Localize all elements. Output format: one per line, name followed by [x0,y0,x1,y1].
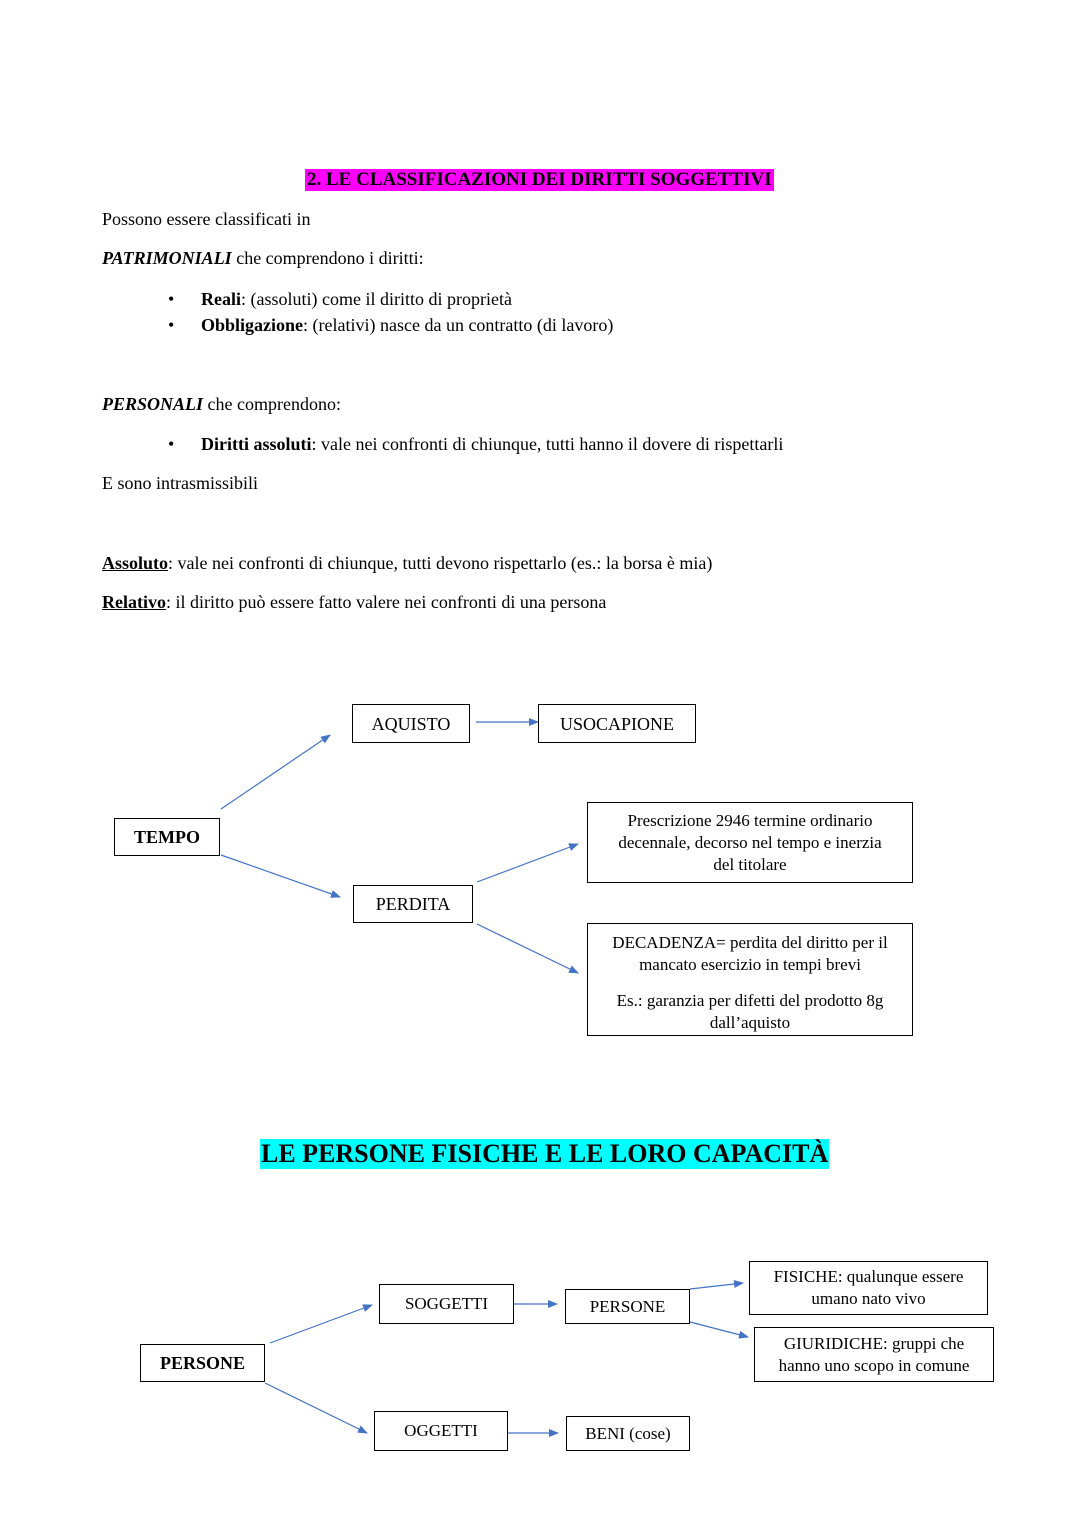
patrimoniali-text: che comprendono i diritti: [231,248,424,268]
arrow-tempo-aquisto [221,735,330,809]
personali-text: che comprendono: [203,394,341,414]
relativo-term: Relativo [102,592,166,612]
box-aquisto: AQUISTO [352,704,470,743]
esempio-line: dall’aquisto [709,1013,791,1032]
arrow-persone-giuridiche [690,1322,748,1337]
patrimoniali-term: PATRIMONIALI [102,248,232,268]
esempio-line: Es.: garanzia per difetti del prodotto 8g [616,991,884,1010]
item-text: : (relativi) nasce da un contratto (di lavoro) [303,315,614,335]
box-persone-root: PERSONE [140,1344,265,1382]
relativo-text: : il diritto può essere fatto valere nei confronti di una persona [165,592,607,612]
box-soggetti: SOGGETTI [379,1284,514,1324]
box-decadenza [587,923,913,1036]
prescrizione-line: decennale, decorso nel tempo e inerzia [618,832,882,852]
assoluto-text: : vale nei confronti di chiunque, tutti devono rispettarlo (es.: la borsa è mia) [168,553,713,573]
arrow-persone-fisiche [690,1283,743,1289]
decadenza-line: mancato esercizio in tempi brevi [639,955,861,974]
prescrizione-line: Prescrizione 2946 termine ordinario [627,810,873,830]
box-giuridiche [754,1327,994,1382]
item-term: Obbligazione [201,315,304,335]
item-text: : (assoluti) come il diritto di proprietà [241,289,512,309]
intro-text: Possono essere classificati in [102,209,311,229]
fisiche-line: umano nato vivo [811,1289,926,1308]
item-term: Reali [201,289,241,309]
item-text: : vale nei confronti di chiunque, tutti hanno il dovere di rispettarli [311,434,784,454]
bullet-icon: • [168,289,175,309]
arrow-perdita-prescrizione [477,844,578,882]
personali-term: PERSONALI [102,394,204,414]
assoluto-term: Assoluto [102,553,169,573]
box-persone: PERSONE [565,1289,690,1324]
decadenza-line: DECADENZA= perdita del diritto per il [612,933,888,952]
arrow-perdita-decadenza [477,924,578,973]
prescrizione-line: del titolare [713,854,787,874]
box-perdita: PERDITA [353,885,473,923]
item-term: Diritti assoluti [201,434,312,454]
arrow-persone-oggetti [265,1383,367,1433]
section-title-classificazioni: 2. LE CLASSIFICAZIONI DEI DIRITTI SOGGETTIVI [307,169,772,190]
arrow-persone-soggetti [270,1305,372,1343]
box-tempo: TEMPO [114,818,220,856]
giuridiche-line: hanno uno scopo in comune [778,1355,970,1375]
box-oggetti: OGGETTI [374,1411,508,1451]
arrow-tempo-perdita [221,855,340,897]
box-prescrizione [587,802,913,883]
section-title-persone-fisiche: LE PERSONE FISICHE E LE LORO CAPACITÀ [261,1139,829,1168]
bullet-icon: • [168,434,175,454]
intrasmissibili-text: E sono intrasmissibili [102,473,259,493]
box-beni: BENI (cose) [566,1416,690,1451]
box-usocapione: USOCAPIONE [538,704,696,743]
giuridiche-line: GIURIDICHE: gruppi che [783,1333,965,1353]
bullet-icon: • [168,315,175,335]
fisiche-line: FISICHE: qualunque essere [773,1267,964,1286]
box-fisiche [749,1261,988,1315]
